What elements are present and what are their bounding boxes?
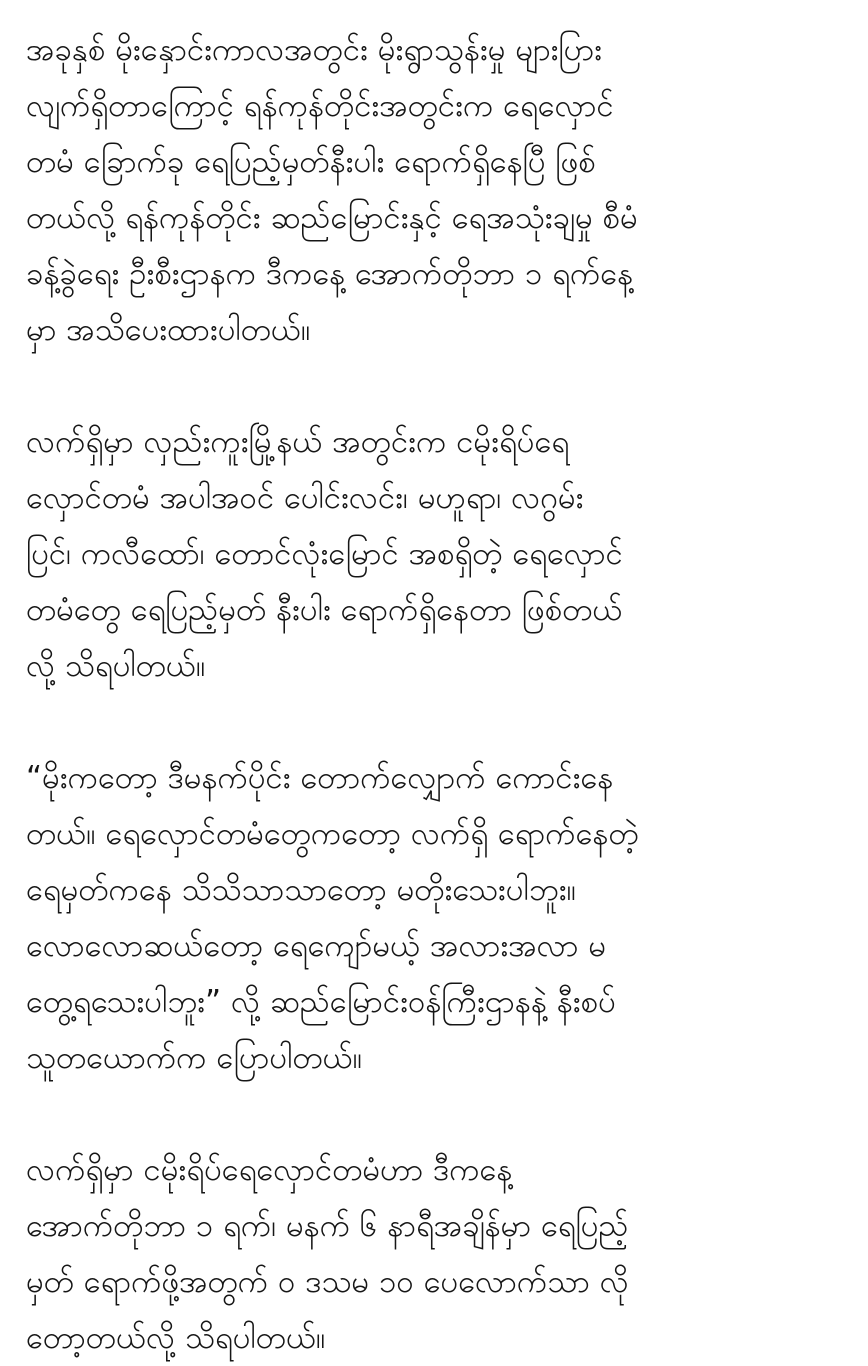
paragraph-line: လောလောဆယ်တော့ ရေကျော်မယ့် အလားအလာ မ xyxy=(26,928,607,964)
paragraph-line: တွေ့ရသေးပါဘူး” လို့ ဆည်မြောင်းဝန်ကြီးဌာနနဲ့ နီးစပ် xyxy=(26,984,616,1020)
paragraph-line: ခန့်ခွဲရေး ဦးစီးဌာနက ဒီကနေ့ အောက်တိုဘာ ၁ ရက်နေ့ xyxy=(26,256,634,292)
paragraph-line: မှတ် ရောက်ဖို့အတွက် ၀ ဒသမ ၁၀ ပေလောက်သာ လို xyxy=(26,1264,629,1300)
paragraph-line: ရေမှတ်ကနေ သိသိသာသာတော့ မတိုးသေးပါဘူး။ xyxy=(26,872,576,908)
paragraph-line: တယ်လို့ ရန်ကုန်တိုင်း ဆည်မြောင်းနှင့် ရေအသုံးချမှု စီမံ xyxy=(26,200,638,236)
paragraph-line: လက်ရှိမှာ ငမိုးရိပ်ရေလှောင်တမံဟာ ဒီကနေ့ xyxy=(26,1152,513,1188)
paragraph-line: ပြင်၊ ကလီထော်၊ တောင်လုံးမြောင် အစရှိတဲ့ ရေလှောင် xyxy=(26,536,623,572)
article-body xyxy=(26,22,846,1366)
paragraph-spacer xyxy=(26,1086,846,1142)
paragraph-spacer xyxy=(26,694,846,750)
paragraph-line: တော့တယ်လို့ သိရပါတယ်။ xyxy=(26,1320,326,1356)
paragraph-1 xyxy=(26,22,846,358)
paragraph-line: လျက်ရှိတာကြောင့် ရန်ကုန်တိုင်းအတွင်းက ရေလှောင် xyxy=(26,88,614,124)
paragraph-line: အောက်တိုဘာ ၁ ရက်၊ မနက် ၆ နာရီအချိန်မှာ ရေပြည့် xyxy=(26,1208,629,1244)
paragraph-4 xyxy=(26,1142,846,1366)
paragraph-line: တမံ ခြောက်ခု ရေပြည့်မှတ်နီးပါး ရောက်ရှိနေပြီ ဖြစ် xyxy=(26,144,596,180)
paragraph-line: လက်ရှိမှာ လှည်းကူးမြို့နယ် အတွင်းက ငမိုးရိပ်ရေ xyxy=(26,424,570,460)
paragraph-line: လှောင်တမံ အပါအဝင် ပေါင်းလင်း၊ မဟူရာ၊ လဂွမ်း xyxy=(26,480,584,516)
paragraph-line: သူတယောက်က ပြောပါတယ်။ xyxy=(26,1040,363,1076)
paragraph-line: တယ်။ ရေလှောင်တမံတွေကတော့ လက်ရှိ ရောက်နေတဲ့ xyxy=(26,816,639,852)
paragraph-2 xyxy=(26,414,846,694)
paragraph-line: တမံတွေ ရေပြည့်မှတ် နီးပါး ရောက်ရှိနေတာ ဖြစ်တယ် xyxy=(26,592,623,628)
paragraph-spacer xyxy=(26,358,846,414)
paragraph-line: လို့ သိရပါတယ်။ xyxy=(26,648,206,684)
paragraph-line: အခုနှစ် မိုးနှောင်းကာလအတွင်း မိုးရွာသွန်းမှု များပြား xyxy=(26,32,603,68)
paragraph-3 xyxy=(26,750,846,1086)
paragraph-line: “မိုးကတော့ ဒီမနက်ပိုင်း တောက်လျှောက် ကောင်းနေ xyxy=(26,760,614,796)
paragraph-line: မှာ အသိပေးထားပါတယ်။ xyxy=(26,312,311,348)
